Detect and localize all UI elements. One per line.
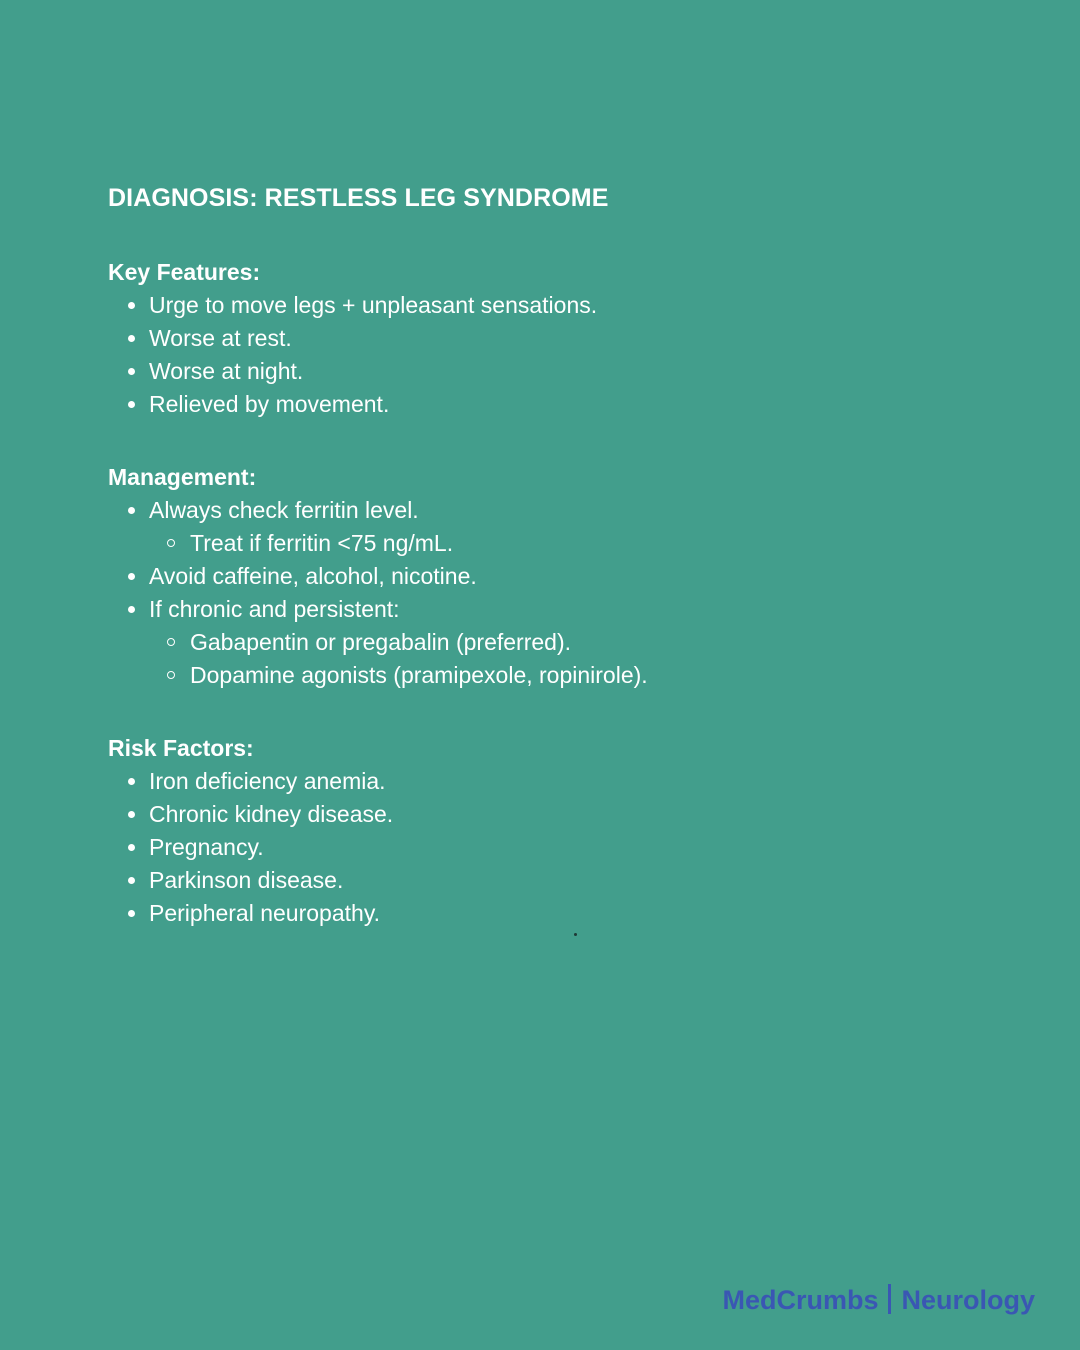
management-section bbox=[108, 461, 1008, 692]
bullet-icon bbox=[128, 302, 135, 309]
brand-footer bbox=[722, 1282, 1035, 1318]
list-item-text: Iron deficiency anemia. bbox=[149, 768, 386, 794]
bullet-icon bbox=[128, 368, 135, 375]
brand-category: Neurology bbox=[901, 1285, 1035, 1315]
list-item-text: Avoid caffeine, alcohol, nicotine. bbox=[149, 563, 477, 589]
sub-list-item-text: Treat if ferritin <75 ng/mL. bbox=[190, 530, 454, 556]
brand-name: MedCrumbs bbox=[722, 1285, 879, 1315]
bullet-icon bbox=[128, 811, 135, 818]
management-list bbox=[108, 494, 1008, 692]
sub-list-item-text: Dopamine agonists (pramipexole, ropinirole). bbox=[190, 662, 648, 688]
list-item bbox=[108, 289, 1008, 322]
sub-list-item bbox=[149, 527, 1008, 560]
list-item-text: Relieved by movement. bbox=[149, 391, 390, 417]
list-item bbox=[108, 593, 1008, 692]
risk-factors-section bbox=[108, 732, 1008, 930]
sub-list-item-text: Gabapentin or pregabalin (preferred). bbox=[190, 629, 572, 655]
list-item-text: Pregnancy. bbox=[149, 834, 264, 860]
bullet-icon bbox=[128, 606, 135, 613]
list-item bbox=[108, 560, 1008, 593]
sub-list bbox=[149, 527, 1008, 560]
list-item-text: Worse at rest. bbox=[149, 325, 292, 351]
list-item-text: If chronic and persistent: bbox=[149, 596, 400, 622]
list-item-text: Chronic kidney disease. bbox=[149, 801, 394, 827]
list-item bbox=[108, 831, 1008, 864]
hollow-bullet-icon bbox=[167, 638, 175, 646]
bullet-icon bbox=[128, 507, 135, 514]
bullet-icon bbox=[128, 335, 135, 342]
bullet-icon bbox=[128, 778, 135, 785]
sub-list-item bbox=[149, 626, 1008, 659]
risk-factors-heading: Risk Factors: bbox=[108, 735, 254, 761]
management-heading: Management: bbox=[108, 464, 257, 490]
list-item bbox=[108, 494, 1008, 560]
list-item bbox=[108, 765, 1008, 798]
bullet-icon bbox=[128, 910, 135, 917]
list-item bbox=[108, 388, 1008, 421]
bullet-icon bbox=[128, 573, 135, 580]
sub-list-item bbox=[149, 659, 1008, 692]
risk-factors-list bbox=[108, 765, 1008, 930]
list-item bbox=[108, 897, 1008, 930]
hollow-bullet-icon bbox=[167, 539, 175, 547]
list-item-text: Parkinson disease. bbox=[149, 867, 344, 893]
list-item bbox=[108, 798, 1008, 831]
list-item-text: Worse at night. bbox=[149, 358, 304, 384]
list-item bbox=[108, 864, 1008, 897]
list-item-text: Peripheral neuropathy. bbox=[149, 900, 380, 926]
key-features-section bbox=[108, 256, 1008, 421]
bullet-icon bbox=[128, 844, 135, 851]
content-card bbox=[108, 180, 1008, 930]
list-item bbox=[108, 322, 1008, 355]
brand-divider bbox=[888, 1284, 891, 1314]
list-item-text: Urge to move legs + unpleasant sensations. bbox=[149, 292, 598, 318]
list-item bbox=[108, 355, 1008, 388]
bullet-icon bbox=[128, 877, 135, 884]
sub-list bbox=[149, 626, 1008, 692]
page-title: DIAGNOSIS: RESTLESS LEG SYNDROME bbox=[108, 184, 609, 212]
stray-dot bbox=[574, 933, 577, 936]
bullet-icon bbox=[128, 401, 135, 408]
key-features-heading: Key Features: bbox=[108, 259, 261, 285]
key-features-list bbox=[108, 289, 1008, 421]
hollow-bullet-icon bbox=[167, 671, 175, 679]
list-item-text: Always check ferritin level. bbox=[149, 497, 419, 523]
